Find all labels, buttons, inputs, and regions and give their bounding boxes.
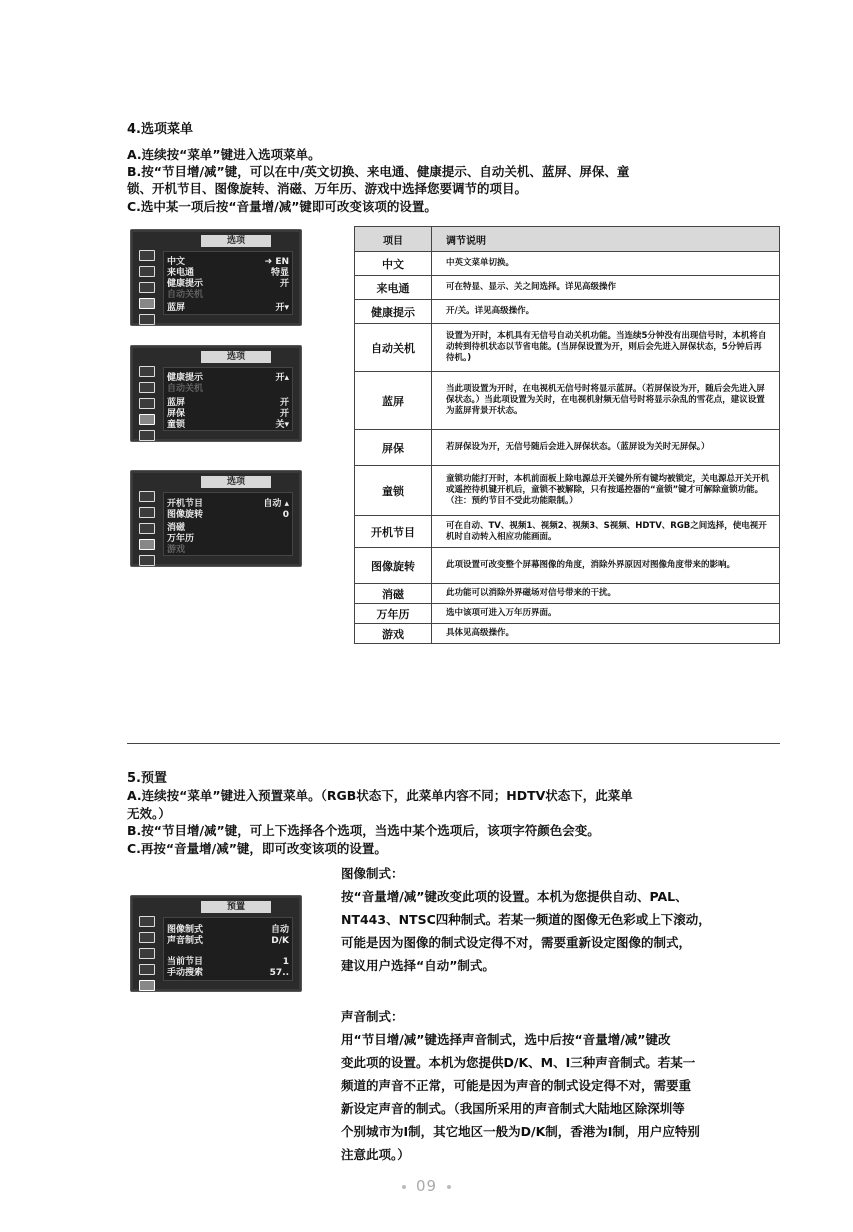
paragraph-line: 按“音量增/减”键改变此项的设置。本机为您提供自动、PAL、 xyxy=(341,889,688,904)
table-cell-item: 消磁 xyxy=(355,584,432,604)
table-cell-item: 来电通 xyxy=(355,276,432,300)
section5-line-b: B.按“节目增/减”键，可上下选择各个选项，当选中某个选项后，该项字符颜色会变。 xyxy=(127,823,600,838)
picture-icon xyxy=(139,366,155,377)
table-row xyxy=(355,276,780,300)
osd-row: 蓝屏 开 xyxy=(167,398,289,408)
paragraph-line: 可能是因为图像的制式设定得不对，需要重新设定图像的制式， xyxy=(341,935,692,950)
osd-row: 手动搜索 57.. xyxy=(167,968,289,978)
preset-icon xyxy=(139,980,155,991)
paragraph-line: 建议用户选择“自动”制式。 xyxy=(341,958,495,973)
image-standard-body xyxy=(341,885,781,977)
table-cell-item: 开机节目 xyxy=(355,516,432,548)
table-row xyxy=(355,584,780,604)
table-cell-item: 万年历 xyxy=(355,604,432,624)
table-cell-desc: 设置为开时，本机具有无信号自动关机功能。当连续5分钟没有出现信号时，本机将自动转到待机状态以节省电能。(当屏保设置为开，则后会先进入屏保状态，5分钟后再待机。) xyxy=(432,324,780,372)
table-cell-item: 童锁 xyxy=(355,466,432,516)
table-row xyxy=(355,548,780,584)
table-cell-item: 图像旋转 xyxy=(355,548,432,584)
picture-icon xyxy=(139,250,155,261)
sound-icon xyxy=(139,507,155,518)
function-icon xyxy=(139,398,155,409)
options-icon xyxy=(139,298,155,309)
paragraph-line: NT443、NTSC四种制式。若某一频道的图像无色彩或上下滚动， xyxy=(341,912,711,927)
osd-title: 选项 xyxy=(201,351,271,363)
table-cell-desc: 选中该项可进入万年历界面。 xyxy=(432,604,780,624)
osd-row: 自动关机 xyxy=(167,384,204,394)
table-cell-desc: 中英文菜单切换。 xyxy=(432,252,780,276)
osd-side-icons xyxy=(137,916,159,996)
table-cell-desc: 若屏保设为开，无信号随后会进入屏保状态。（蓝屏设为关时无屏保。） xyxy=(432,430,780,466)
sound-icon xyxy=(139,382,155,393)
table-cell-desc: 此功能可以消除外界磁场对信号带来的干扰。 xyxy=(432,584,780,604)
function-icon xyxy=(139,948,155,959)
sound-standard-title: 声音制式： xyxy=(341,1009,404,1024)
osd-row: 声音制式 D/K xyxy=(167,936,289,946)
table-cell-item: 蓝屏 xyxy=(355,372,432,430)
page-number xyxy=(0,1177,853,1195)
table-cell-item: 自动关机 xyxy=(355,324,432,372)
section4-line-c: C.选中某一项后按“音量增/减”键即可改变该项的设置。 xyxy=(127,199,437,214)
sound-icon xyxy=(139,932,155,943)
paragraph-line: 变此项的设置。本机为您提供D/K、M、I三种声音制式。若某一 xyxy=(341,1055,696,1070)
osd-side-icons xyxy=(137,366,159,446)
osd-row: 万年历 xyxy=(167,534,195,544)
paragraph-line: 新设定声音的制式。（我国所采用的声音制式大陆地区除深圳等 xyxy=(341,1101,685,1116)
table-row xyxy=(355,624,780,644)
table-row xyxy=(355,324,780,372)
table-cell-desc: 当此项设置为开时，在电视机无信号时将显示蓝屏。（若屏保设为开，随后会先进入屏保状态。）当此项设置为关时，在电视机射频无信号时将显示杂乱的雪花点，建议设置为蓝屏背景开状态。 xyxy=(432,372,780,430)
paragraph-line: 注意此项。） xyxy=(341,1147,410,1162)
osd-row: 屏保 开 xyxy=(167,409,289,419)
page-number-text: 09 xyxy=(415,1177,438,1195)
preset-icon xyxy=(139,314,155,325)
preset-icon xyxy=(139,430,155,441)
table-header-desc: 调节说明 xyxy=(432,227,780,252)
osd-row: 自动关机 xyxy=(167,290,204,300)
osd-row: 当前节目 1 xyxy=(167,957,289,967)
table-cell-desc: 此项设置可改变整个屏幕图像的角度，消除外界原因对图像角度带来的影响。 xyxy=(432,548,780,584)
paragraph-line: 个别城市为I制，其它地区一般为D/K制，香港为I制，用户应特别 xyxy=(341,1124,700,1139)
section5-line-a: A.连续按“菜单”键进入预置菜单。（RGB状态下，此菜单内容不同；HDTV状态下，此菜单 xyxy=(127,788,633,803)
table-cell-desc: 可在特显、显示、关之间选择。详见高级操作 xyxy=(432,276,780,300)
osd-row: 童锁 关▾ xyxy=(167,420,289,430)
section-divider xyxy=(127,743,780,744)
section4-heading: 4.选项菜单 xyxy=(127,122,193,137)
table-row xyxy=(355,604,780,624)
table-cell-desc: 童锁功能打开时，本机前面板上除电源总开关键外所有键均被锁定，关电源总开关开机或遥控待机键开机后，童锁不被解除，只有按遥控器的“童锁”键才可解除童锁功能。（注：预约节目不受此功能限制。） xyxy=(432,466,780,516)
options-icon xyxy=(139,539,155,550)
paragraph-line: 频道的声音不正常，可能是因为声音的制式设定得不对，需要重 xyxy=(341,1078,692,1093)
table-row xyxy=(355,430,780,466)
table-header-item: 项目 xyxy=(355,227,432,252)
picture-icon xyxy=(139,491,155,502)
table-cell-desc: 可在自动、TV、视频1、视频2、视频3、S视频、HDTV、RGB之间选择，使电视开机时自动转入相应功能画面。 xyxy=(432,516,780,548)
picture-icon xyxy=(139,916,155,927)
osd-row: 健康提示 开 xyxy=(167,279,289,289)
preset-icon xyxy=(139,555,155,566)
table-cell-item: 游戏 xyxy=(355,624,432,644)
section4-line-b: B.按“节目增/减”键，可以在中/英文切换、来电通、健康提示、自动关机、蓝屏、屏保、童 xyxy=(127,164,630,179)
table-row xyxy=(355,300,780,324)
osd-row: 健康提示 开▴ xyxy=(167,373,289,383)
options-table xyxy=(354,226,780,644)
dot-icon xyxy=(447,1185,451,1189)
osd-title: 选项 xyxy=(201,476,271,488)
function-icon xyxy=(139,523,155,534)
section5-line-a2: 无效。） xyxy=(127,806,171,821)
osd-menu-options-2 xyxy=(130,345,302,442)
osd-row: 来电通 特显 xyxy=(167,268,289,278)
function-icon xyxy=(139,282,155,293)
table-row xyxy=(355,466,780,516)
section5-line-c: C.再按“音量增/减”键，即可改变该项的设置。 xyxy=(127,841,387,856)
osd-row: 消磁 xyxy=(167,523,186,533)
osd-row: 中文 ➜ EN xyxy=(167,257,289,267)
osd-row: 开机节目 自动 ▴ xyxy=(167,499,289,509)
osd-side-icons xyxy=(137,491,159,571)
osd-side-icons xyxy=(137,250,159,330)
osd-menu-options-1 xyxy=(130,229,302,326)
table-row xyxy=(355,516,780,548)
osd-menu-options-3 xyxy=(130,470,302,567)
table-cell-item: 健康提示 xyxy=(355,300,432,324)
osd-row: 图像制式 自动 xyxy=(167,925,289,935)
sound-standard-body xyxy=(341,1028,781,1166)
table-header-row xyxy=(355,227,780,252)
osd-menu-preset xyxy=(130,895,302,992)
section5-heading: 5.预置 xyxy=(127,771,167,786)
table-cell-desc: 具体见高级操作。 xyxy=(432,624,780,644)
table-row xyxy=(355,252,780,276)
section4-line-b2: 锁、开机节目、图像旋转、消磁、万年历、游戏中选择您要调节的项目。 xyxy=(127,181,528,196)
options-icon xyxy=(139,414,155,425)
table-cell-desc: 开/关。详见高级操作。 xyxy=(432,300,780,324)
sound-icon xyxy=(139,266,155,277)
osd-title: 选项 xyxy=(201,235,271,247)
osd-title: 预置 xyxy=(201,901,271,913)
options-icon xyxy=(139,964,155,975)
section4-line-a: A.连续按“菜单”键进入选项菜单。 xyxy=(127,147,321,162)
osd-row: 游戏 xyxy=(167,545,186,555)
table-row xyxy=(355,372,780,430)
osd-row: 图像旋转 0 xyxy=(167,510,289,520)
table-cell-item: 中文 xyxy=(355,252,432,276)
table-cell-item: 屏保 xyxy=(355,430,432,466)
osd-row: 蓝屏 开▾ xyxy=(167,303,289,313)
paragraph-line: 用“节目增/减”键选择声音制式，选中后按“音量增/减”键改 xyxy=(341,1032,671,1047)
dot-icon xyxy=(402,1185,406,1189)
image-standard-title: 图像制式： xyxy=(341,866,404,881)
